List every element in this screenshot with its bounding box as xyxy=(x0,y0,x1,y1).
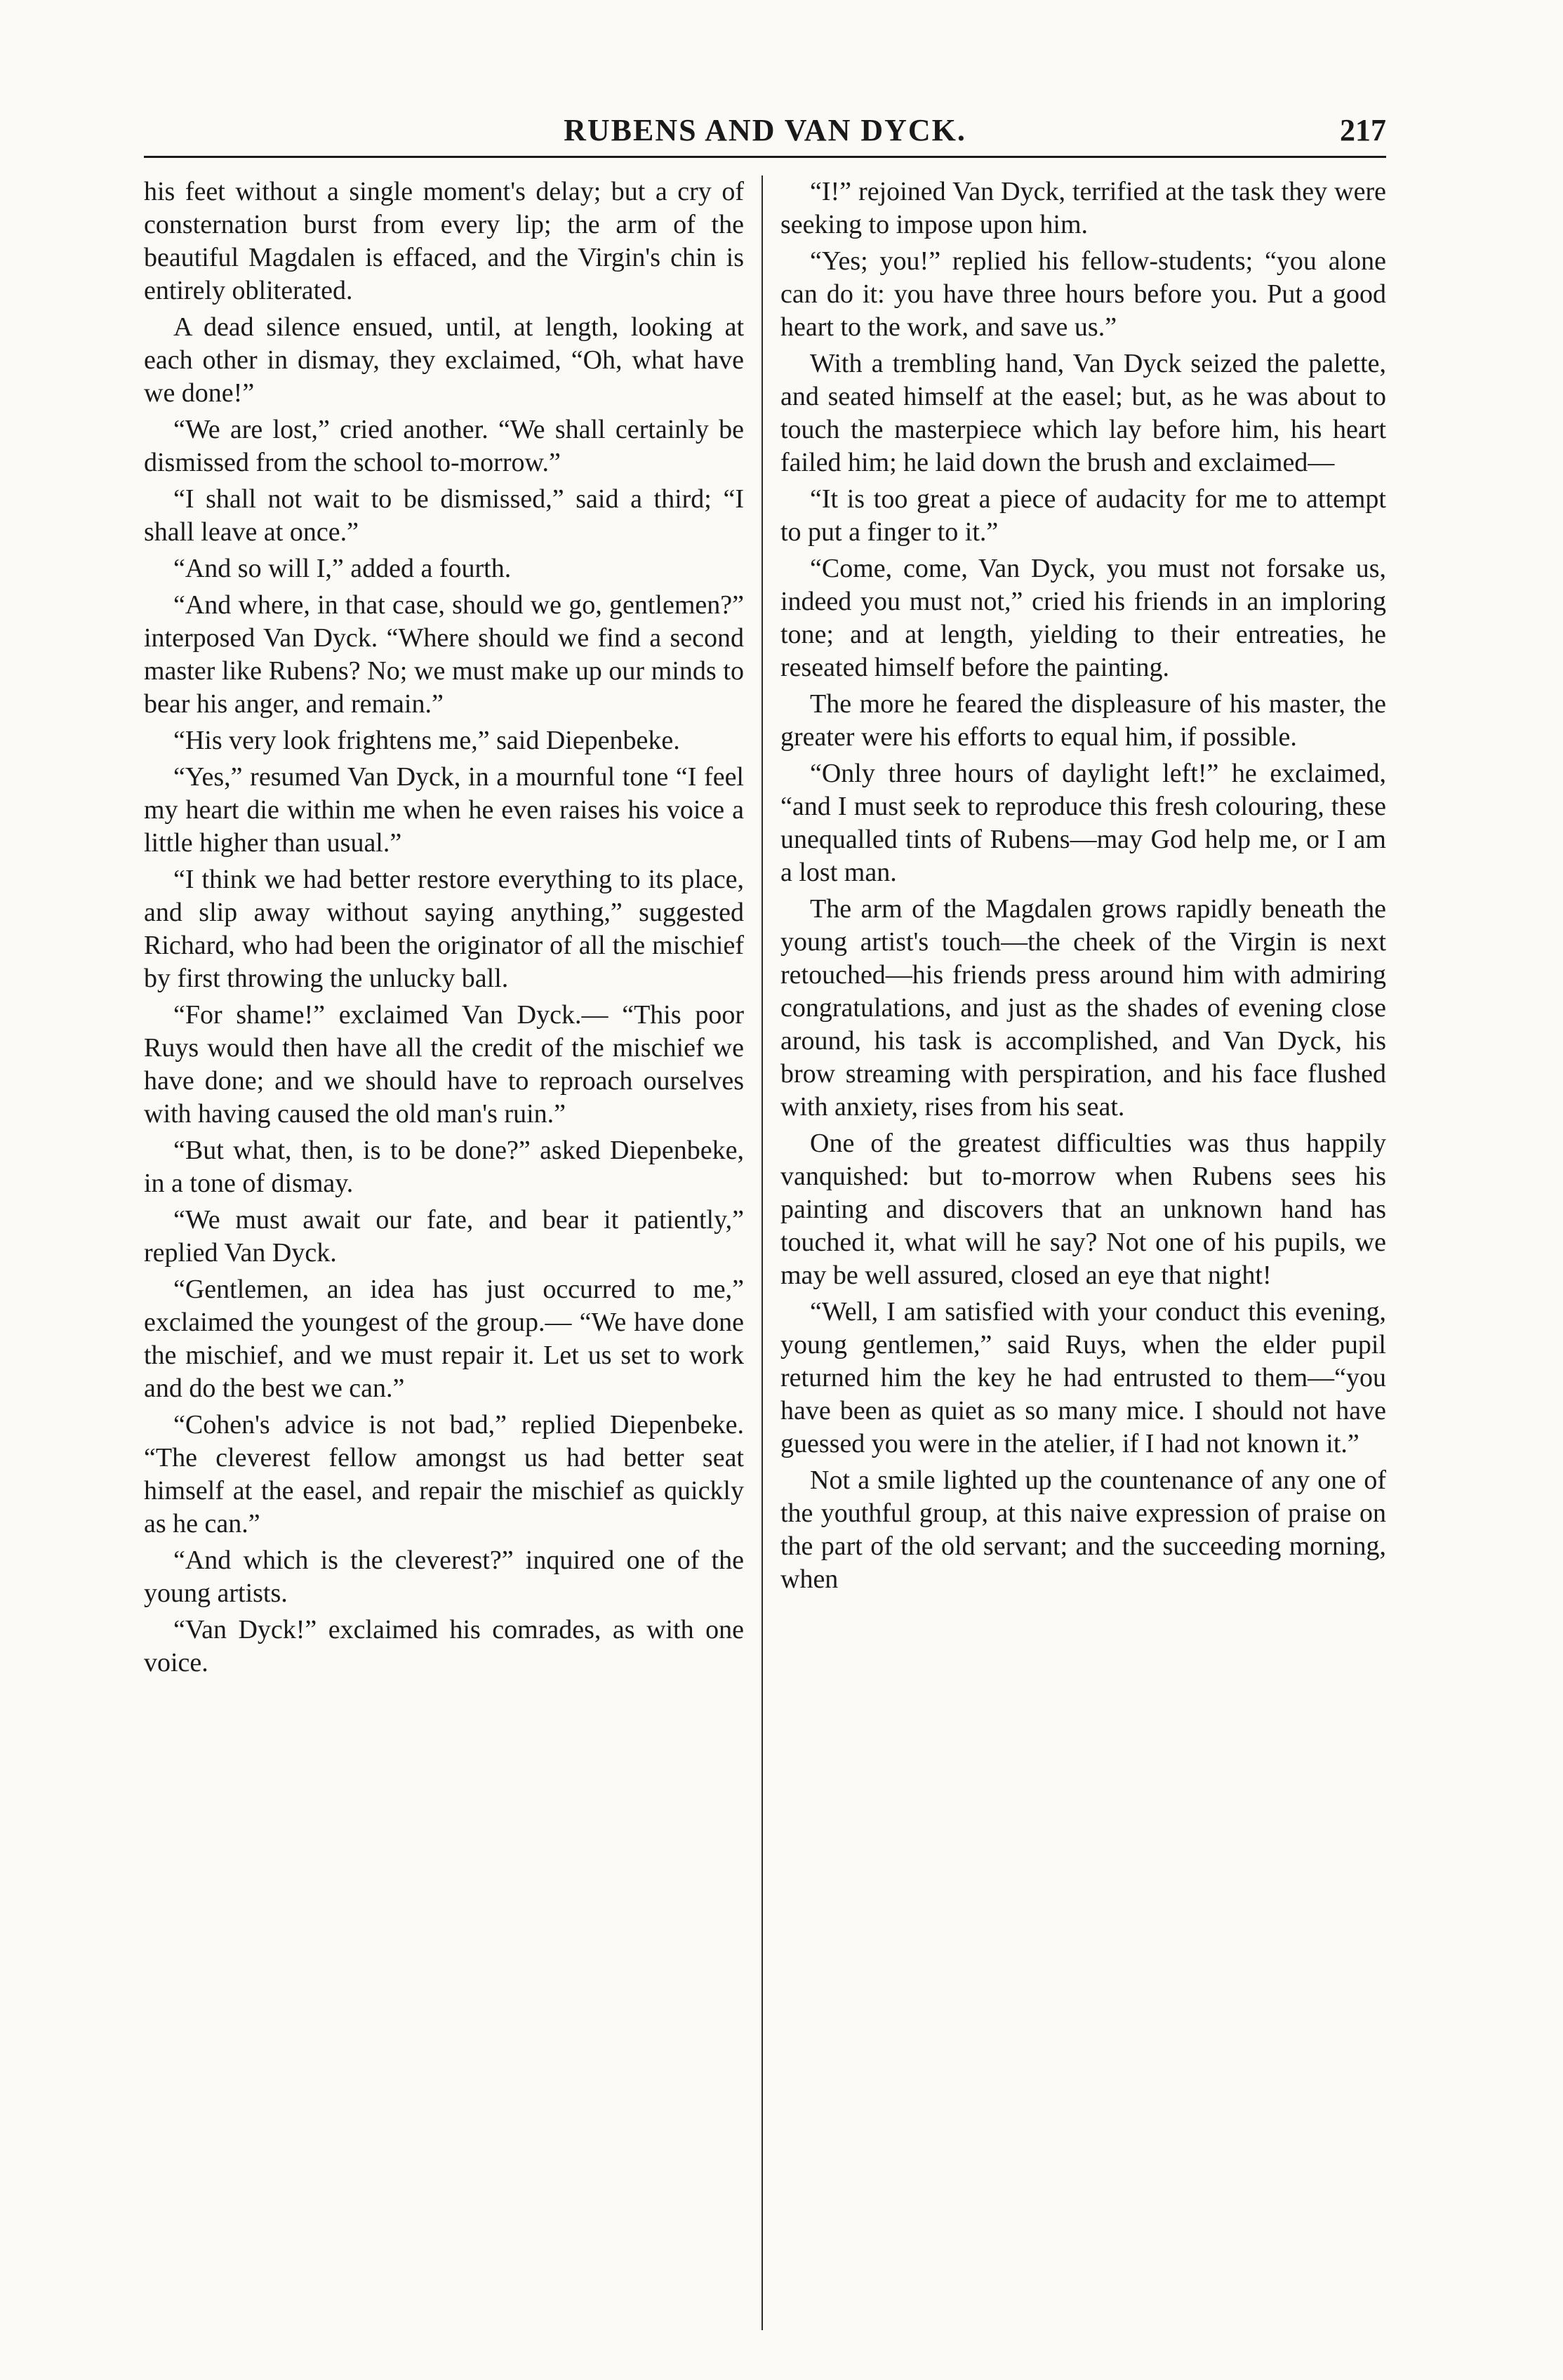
paragraph: “But what, then, is to be done?” asked Diepenbeke, in a tone of dismay. xyxy=(144,1136,744,1198)
paragraph: “And where, in that case, should we go, gentlemen?” interposed Van Dyck. “Where should we find a second master like Rubens? No; we must make up our minds to bear his anger, and remain.” xyxy=(144,590,744,719)
paragraph: “His very look frightens me,” said Diepenbeke. xyxy=(173,726,680,755)
paragraph: One of the greatest difficulties was thus happily vanquished: but to-morrow when Rubens sees his painting and discovers that an unknown hand has touched it, what will he say? Not one of his pupils, we may be well assured, closed an eye that night! xyxy=(780,1129,1386,1290)
paragraph: “Well, I am satisfied with your conduct this evening, young gentlemen,” said Ruys, when the elder pupil returned him the key he had entrusted to them—“you have been as quiet as so many mice. I should not have guessed you were in the atelier, if I had not known it.” xyxy=(780,1297,1386,1458)
paragraph: A dead silence ensued, until, at length, looking at each other in dismay, they exclaimed, “Oh, what have we done!” xyxy=(144,312,744,408)
right-column xyxy=(780,175,1386,2330)
page-header xyxy=(144,105,1386,161)
paragraph: The arm of the Magdalen grows rapidly beneath the young artist's touch—the cheek of the Virgin is next retouched—his friends press around him with admiring congratulations, and just as the shades of evening close around, his task is accomplished, and Van Dyck, his brow streaming with perspiration, and his face flushed with anxiety, rises from his seat. xyxy=(780,894,1386,1122)
paragraph: With a trembling hand, Van Dyck seized the palette, and seated himself at the easel; but, as he was about to touch the masterpiece which lay before him, his heart failed him; he laid down the brush and exclaimed— xyxy=(780,349,1386,477)
text-columns xyxy=(144,175,1386,2330)
column-divider xyxy=(761,175,763,2330)
paragraph: “I!” rejoined Van Dyck, terrified at the task they were seeking to impose upon him. xyxy=(780,177,1386,239)
paragraph: “And which is the cleverest?” inquired one of the young artists. xyxy=(144,1545,744,1608)
paragraph: Not a smile lighted up the countenance of any one of the youthful group, at this naive expression of praise on the part of the old servant; and the succeeding morning, when xyxy=(780,1465,1386,1594)
paragraph: “We must await our fate, and bear it patiently,” replied Van Dyck. xyxy=(144,1205,744,1268)
paragraph: “For shame!” exclaimed Van Dyck.— “This poor Ruys would then have all the credit of the mischief we have done; and we should have to reproach ourselves with having caused the old man's ruin.” xyxy=(144,1000,744,1129)
paragraph: “It is too great a piece of audacity for me to attempt to put a finger to it.” xyxy=(780,484,1386,547)
header-rule xyxy=(144,156,1386,158)
paragraph: “Gentlemen, an idea has just occurred to me,” exclaimed the youngest of the group.— “We have done the mischief, and we must repair it. Let us set to work and do the best we can.” xyxy=(144,1275,744,1403)
paragraph: “Only three hours of daylight left!” he exclaimed, “and I must seek to reproduce this fresh colouring, these unequalled tints of Rubens—may God help me, or I am a lost man. xyxy=(780,759,1386,887)
paragraph: The more he feared the displeasure of his master, the greater were his efforts to equal him, if possible. xyxy=(780,689,1386,752)
book-page xyxy=(144,105,1386,2337)
paragraph: “Van Dyck!” exclaimed his comrades, as with one voice. xyxy=(144,1615,744,1677)
paragraph: “Cohen's advice is not bad,” replied Diepenbeke. “The cleverest fellow amongst us had better seat himself at the easel, and repair the mischief as quickly as he can.” xyxy=(144,1410,744,1538)
paragraph: “I shall not wait to be dismissed,” said a third; “I shall leave at once.” xyxy=(144,484,744,547)
left-column xyxy=(144,175,744,2330)
page-number: 217 xyxy=(1340,113,1386,147)
paragraph: his feet without a single moment's delay; but a cry of consternation burst from every lip; the arm of the beautiful Magdalen is effaced, and the Virgin's chin is entirely obliterated. xyxy=(144,177,744,305)
paragraph: “Come, come, Van Dyck, you must not forsake us, indeed you must not,” cried his friends in an imploring tone; and at length, yielding to their entreaties, he reseated himself before the painting. xyxy=(780,554,1386,682)
paragraph: “Yes,” resumed Van Dyck, in a mournful tone “I feel my heart die within me when he even raises his voice a little higher than usual.” xyxy=(144,762,744,858)
running-title: RUBENS AND VAN DYCK. xyxy=(564,113,966,147)
paragraph: “And so will I,” added a fourth. xyxy=(173,554,512,583)
paragraph: “We are lost,” cried another. “We shall certainly be dismissed from the school to-morrow.” xyxy=(144,415,744,477)
paragraph: “Yes; you!” replied his fellow-students; “you alone can do it: you have three hours before you. Put a good heart to the work, and save us.” xyxy=(780,246,1386,342)
paragraph: “I think we had better restore everything to its place, and slip away without saying anything,” suggested Richard, who had been the originator of all the mischief by first throwing the unlucky ball. xyxy=(144,865,744,993)
